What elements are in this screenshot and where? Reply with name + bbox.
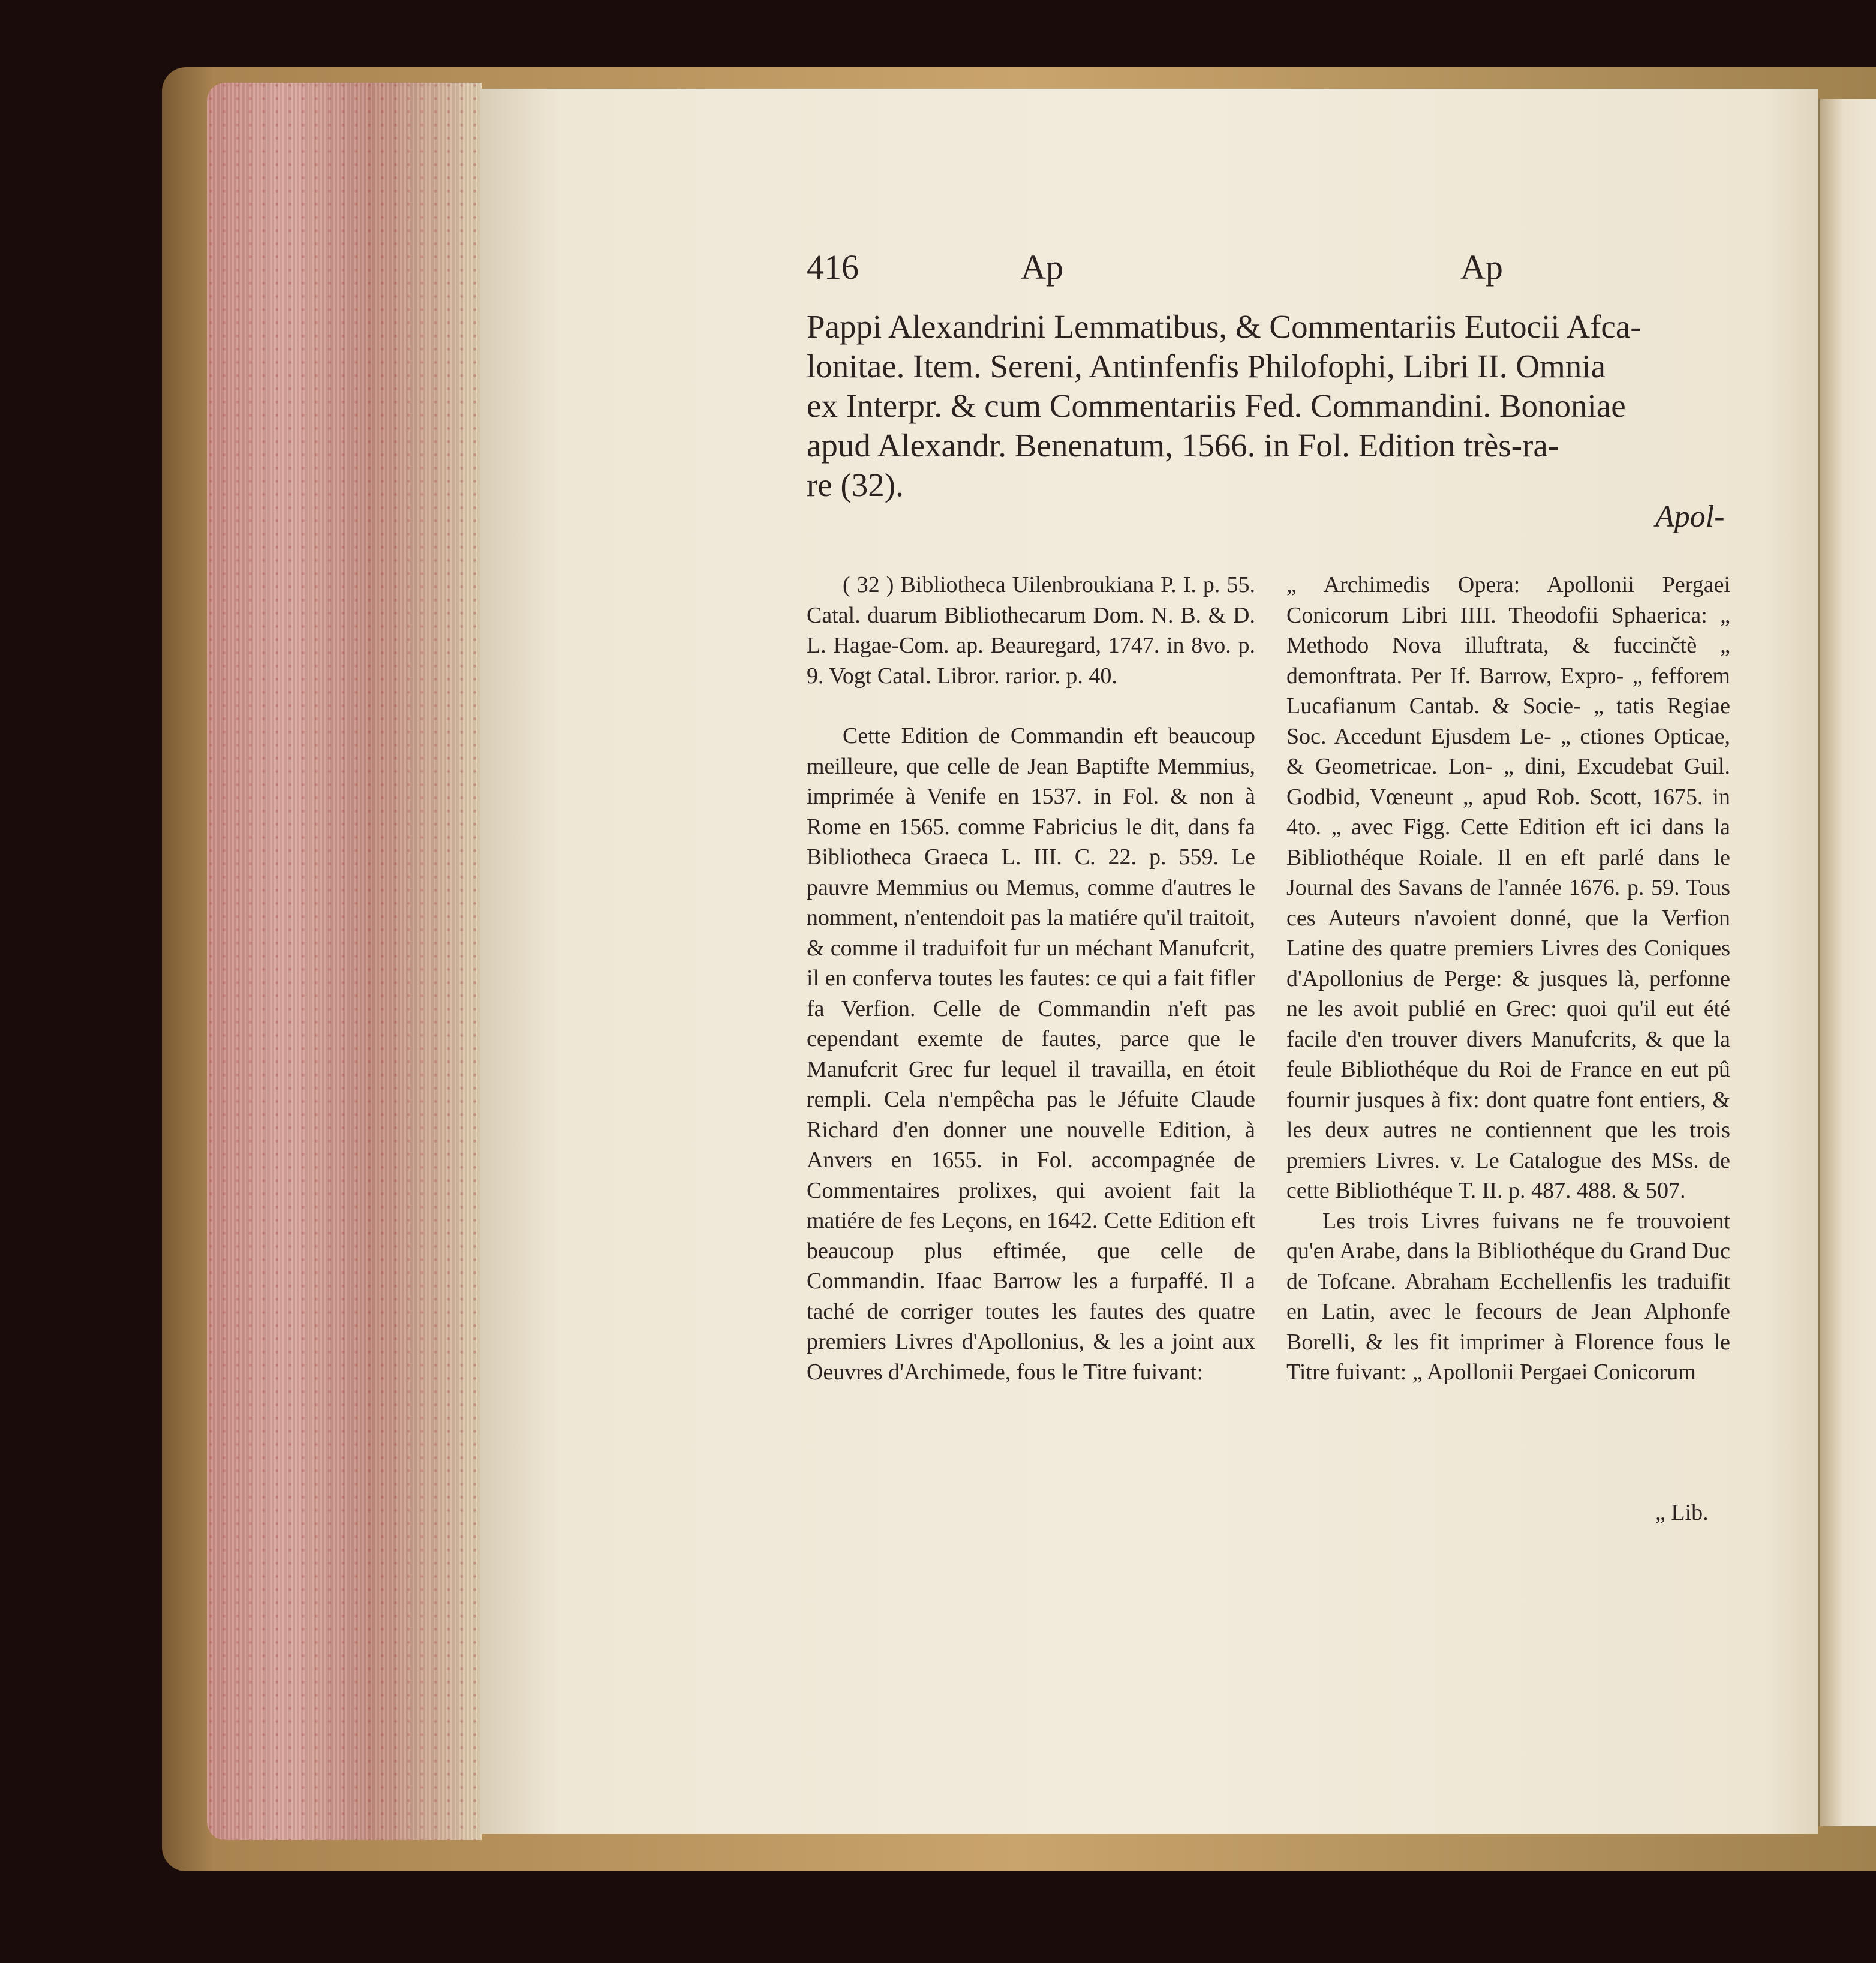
entry-line: apud Alexandr. Benenatum, 1566. in Fol. Edition très-ra- <box>807 427 1559 464</box>
entry-line: re (32). <box>807 467 904 503</box>
running-head-right: Ap <box>1460 248 1503 287</box>
entry-line: Pappi Alexandrini Lemmatibus, & Commentariis Eutocii Afca- <box>807 308 1642 345</box>
footnote-catchword: „ Lib. <box>1655 1500 1709 1525</box>
entry-line: lonitae. Item. Sereni, Antinfenfis Philofophi, Libri II. Omnia <box>807 348 1606 384</box>
page-block-edges <box>207 83 482 1840</box>
catchword: Apol- <box>1655 500 1725 534</box>
footnote-reference: ( 32 ) Bibliotheca Uilenbroukiana P. I. p. 55. Catal. duarum Bibliothecarum Dom. N. B. & D. L. Hagae-Com. ap. Beauregard, 1747. in 8vo. p. 9. Vogt Catal. Libror. rarior. p. 40. <box>807 572 1255 689</box>
footnote-quote: „ Archimedis Opera: Apollonii Pergaei Conicorum Libri IIII. Theodofii Sphaerica: „ Methodo Nova illuftrata, & fuccinčtè „ demonftrata. Per If. Barrow, Expro- „ fefforem Lucafianum Cantab. & Socie- „ tatis Regiae Soc. Accedunt Ejusdem Le- „ ctiones Opticae, & Geometricae. Lon- „ dini, Excudebat Guil. Godbid, Vœneunt „ apud Rob. Scott, 1675. in 4to. „ avec Figg. Cette Edition eft ici dans la Bibliothéque Roiale. Il en eft parlé dans le Journal des Savans de l'année 1676. p. 59. Tous ces Auteurs n'avoient donné, que la Verfion Latine des quatre premiers Livres des Coniques d'Apollonius de Perge: & jusques là, perfonne ne les avoit publié en Grec: quoi qu'il eut été facile d'en trouver divers Manufcrits, & que la feule Bibliothéque du Roi de France en eut pû fournir jusques à fix: dont quatre font entiers, & les deux autres ne contiennent que les trois premiers Livres. v. Le Catalogue des MSs. de cette Bibliothéque T. II. p. 487. 488. & 507. <box>1286 572 1730 1203</box>
running-head-left: Ap <box>1021 248 1063 287</box>
footnote-paragraph: Les trois Livres fuivans ne fe trouvoient qu'en Arabe, dans la Bibliothéque du Grand Duc de Tofcane. Abraham Ecchellenfis les traduifit en Latin, avec le fecours de Jean Alphonfe Borelli, & les fit imprimer à Florence fous le Titre fuivant: „ Apollonii Pergaei Conicorum <box>1286 1208 1730 1385</box>
main-entry-text <box>807 307 1730 505</box>
entry-line: ex Interpr. & cum Commentariis Fed. Commandini. Bononiae <box>807 387 1626 424</box>
page-number: 416 <box>807 248 859 287</box>
footnote-column-right <box>1286 570 1730 1388</box>
footnote-column-left <box>807 570 1255 1387</box>
footnote-paragraph: Cette Edition de Commandin eft beaucoup meilleure, que celle de Jean Baptifte Memmius, imprimée à Venife en 1537. in Fol. & non à Rome en 1565. comme Fabricius le dit, dans fa Bibliotheca Graeca L. III. C. 22. p. 559. Le pauvre Memmius ou Memus, comme d'autres le nomment, n'entendoit pas la matiére qu'il traitoit, & comme il traduifoit fur un méchant Manufcrit, il en conferva toutes les fautes: ce qui a fait fifler fa Verfion. Celle de Commandin n'eft pas cependant exemte de fautes, parce que le Manufcrit Grec fur lequel il travailla, en étoit rempli. Cela n'empêcha pas le Jéfuite Claude Richard d'en donner une nouvelle Edition, à Anvers en 1655. in Fol. accompagnée de Commentaires prolixes, qui avoient fait la matiére de fes Leçons, en 1642. Cette Edition eft beaucoup plus eftimée, que celle de Commandin. Ifaac Barrow les a furpaffé. Il a taché de corriger toutes les fautes des quatre premiers Livres d'Apollonius, & les a joint aux Oeuvres d'Archimede, fous le Titre fuivant: <box>807 723 1255 1385</box>
facing-page-edge <box>1818 99 1876 1826</box>
